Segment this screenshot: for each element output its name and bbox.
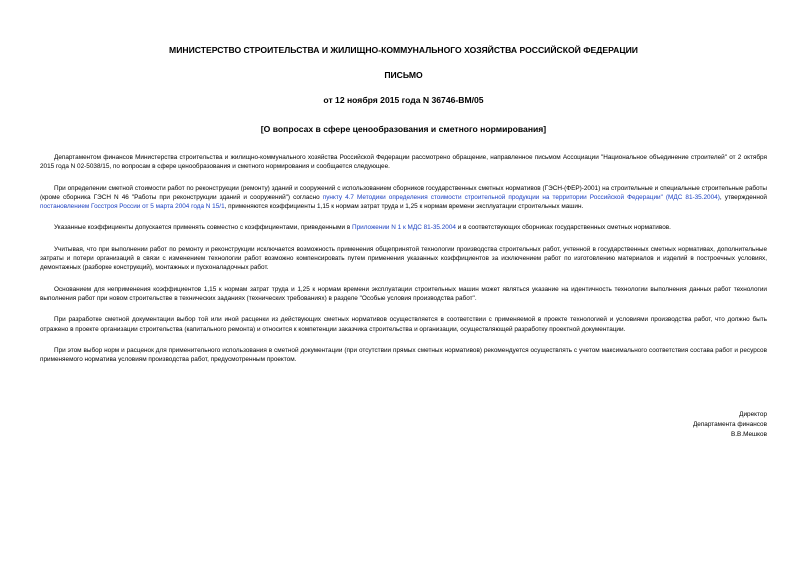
paragraph-4 [40,245,767,273]
paragraph-5 [40,285,767,304]
document-date-number: от 12 ноября 2015 года N 36746-ВМ/05 [323,95,484,105]
paragraph-7 [40,346,767,365]
document-type-heading: ПИСЬМО [384,70,423,80]
paragraph-4-text: Учитывая, что при выполнении работ по ремонту и реконструкции исключается возможность применения общепринятой технологии производства строительных работ, учтенной в государственных сметных нормативах, дополнительные затраты и потери организаций в связи с изменением технологии работ возможно компенсировать путем применения указанных коэффициентов за исключением работ по изготовлению материалов и изделий в построечных условиях, демонтажных (разборке конструкций), монтажных и пусконаладочных работ. [40,245,767,272]
signatory-department: Департамента финансов [692,420,767,428]
paragraph-1-text: Департаментом финансов Министерства строительства и жилищно-коммунального хозяйства Российской Федерации рассмотрено обращение, направленное письмом Ассоциации "Национальное объединение строителей" от 2 октября 2015 года N 02-5038/15, по вопросам в сфере ценообразования и сметного нормирования и сообщается следующее. [40,154,767,171]
paragraph-2-text-b: , утвержденной [719,193,767,201]
paragraph-2 [40,184,767,212]
paragraph-3-text-a: Указанные коэффициенты допускается применять совместно с коэффициентами, приведенными в [54,224,352,232]
signatory-title: Директор [739,411,767,418]
signature-block [693,410,767,439]
signatory-name: В.В.Мешков [731,430,767,438]
appendix-link[interactable]: Приложении N 1 к МДС 81-35.2004 [351,224,456,232]
methodology-link[interactable]: пункту 4.7 Методики определения стоимости строительной продукции на территории Российской Федерации" (МДС 81-35.2004) [322,193,720,201]
document-body [40,153,767,376]
paragraph-1 [40,153,767,172]
paragraph-6-text: При разработке сметной документации выбор той или иной расценки из действующих сметных нормативов осуществляется в соответствии с применяемой в проекте технологией и условиями производства работ, что должно быть отражено в проекте организации строительства (капитального ремонта) и относится к компетенции заказчика строительства и организации, осуществляющей разработку проектной документации. [40,316,767,333]
document-subject: [О вопросах в сфере ценообразования и сметного нормирования] [260,124,547,134]
paragraph-6 [40,315,767,334]
paragraph-2-text-a: При определении сметной стоимости работ по реконструкции (ремонту) зданий и сооружений с использованием сборников государственных сметных нормативов (ГЭСН-(ФЕР)-2001) на строительные и специальные строительные работы (кроме сборника ГЭСН N 46 "Работы при реконструкции зданий и сооружений") согласно [40,184,767,201]
gosstroy-resolution-link[interactable]: постановлением Госстроя России от 5 марта 2004 года N 15/1 [40,203,225,211]
paragraph-2-text-c: , применяются коэффициенты 1,15 к нормам затрат труда и 1,25 к нормам времени эксплуатации строительных машин. [224,203,584,211]
paragraph-7-text: При этом выбор норм и расценок для применительного использования в сметной документации (при отсутствии прямых сметных нормативов) рекомендуется осуществлять с учетом максимального соответствия состава работ и ресурсов применяемого норматива условиям производства работ, предусмотренным проектом. [40,346,767,364]
paragraph-3-text-b: и в соответствующих сборниках государственных сметных нормативов. [455,224,671,232]
ministry-heading: МИНИСТЕРСТВО СТРОИТЕЛЬСТВА И ЖИЛИЩНО-КОММУНАЛЬНОГО ХОЗЯЙСТВА РОССИЙСКОЙ ФЕДЕРАЦИИ [169,45,638,55]
paragraph-3 [40,223,767,232]
paragraph-5-text: Основанием для неприменения коэффициентов 1,15 к нормам затрат труда и 1,25 к нормам времени эксплуатации строительных машин может являться указание на идентичность технологии выполнения данных работ технологии выполнения работ при новом строительстве в технических заданиях (технических требованиях) в разделе "Особые условия производства работ". [40,285,767,302]
